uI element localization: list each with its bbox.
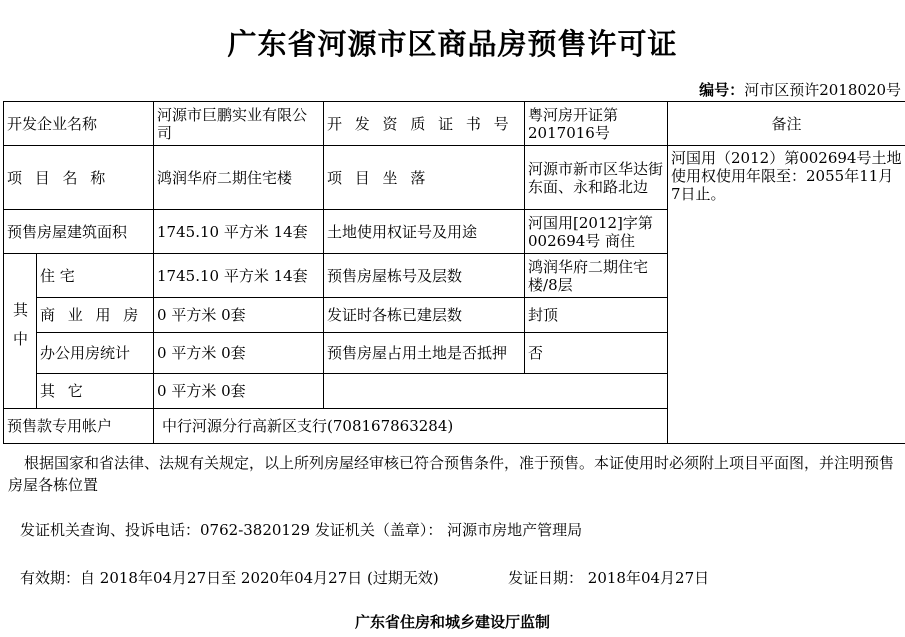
residential-value: 1745.10 平方米 14套 xyxy=(154,254,324,298)
building-label: 预售房屋栋号及层数 xyxy=(324,254,525,298)
area-label: 预售房屋建筑面积 xyxy=(4,210,154,254)
area-value: 1745.10 平方米 14套 xyxy=(154,210,324,254)
dev-value: 河源市巨鹏实业有限公司 xyxy=(154,102,324,146)
issue-date-label: 发证日期： xyxy=(508,569,584,587)
empty-cell xyxy=(324,374,668,409)
location-value: 河源市新市区华达街东面、永和路北边 xyxy=(525,146,668,210)
account-value: 中行河源分行高新区支行(708167863284) xyxy=(154,409,668,444)
issue-date-value: 2018年04月27日 xyxy=(587,569,710,587)
issuer-label: 发证机关（盖章）： xyxy=(314,521,443,539)
location-label: 项 目 坐 落 xyxy=(324,146,525,210)
footer-supervisor: 广东省住房和城乡建设厅监制 xyxy=(354,613,550,631)
project-label: 项 目 名 称 xyxy=(4,146,154,210)
remark-label: 备注 xyxy=(668,102,905,146)
phone-label: 发证机关查询、投诉电话： xyxy=(20,521,201,539)
building-value: 鸿润华府二期住宅楼/8层 xyxy=(525,254,668,298)
residential-label: 住 宅 xyxy=(37,254,154,298)
validity-line xyxy=(20,567,439,588)
commercial-label: 商 业 用 房 xyxy=(37,298,154,333)
other-label: 其 它 xyxy=(37,374,154,409)
contact-line xyxy=(20,519,582,540)
certificate-number xyxy=(699,79,901,100)
certificate-title: 广东省河源市区商品房预售许可证 xyxy=(227,27,678,61)
mortgage-label: 预售房屋占用土地是否抵押 xyxy=(324,333,525,374)
dev-label: 开发企业名称 xyxy=(4,102,154,146)
issuer-value: 河源市房地产管理局 xyxy=(447,521,583,539)
other-value: 0 平方米 0套 xyxy=(154,374,324,409)
land-value: 河国用[2012]字第002694号 商住 xyxy=(525,210,668,254)
among-label: 其中 xyxy=(4,254,37,409)
statement-text: 根据国家和省法律、法规有关规定，以上所列房屋经审核已符合预售条件，准于预售。本证使用时必须附上项目平面图，并注明预售房屋各栋位置 xyxy=(8,454,895,494)
valid-label: 有效期： xyxy=(20,569,81,587)
mortgage-value: 否 xyxy=(525,333,668,374)
number-value: 河市区预许2018020号 xyxy=(744,81,901,99)
table-row xyxy=(4,146,905,210)
issue-date-line xyxy=(508,567,709,588)
office-label: 办公用房统计 xyxy=(37,333,154,374)
remark-value: 河国用（2012）第002694号土地使用权使用年限至：2055年11月7日止。 xyxy=(668,146,905,444)
table-row xyxy=(4,102,905,146)
built-label: 发证时各栋已建层数 xyxy=(324,298,525,333)
office-value: 0 平方米 0套 xyxy=(154,333,324,374)
number-label: 编号： xyxy=(699,81,745,99)
qual-label: 开 发 资 质 证 书 号 xyxy=(324,102,525,146)
valid-value: 自 2018年04月27日至 2020年04月27日 (过期无效) xyxy=(80,569,439,587)
built-value: 封顶 xyxy=(525,298,668,333)
commercial-value: 0 平方米 0套 xyxy=(154,298,324,333)
certificate-table xyxy=(3,101,905,444)
qual-value: 粤河房开证第2017016号 xyxy=(525,102,668,146)
project-value: 鸿润华府二期住宅楼 xyxy=(154,146,324,210)
phone-value: 0762-3820129 xyxy=(200,521,311,539)
land-label: 土地使用权证号及用途 xyxy=(324,210,525,254)
account-label: 预售款专用帐户 xyxy=(4,409,154,444)
